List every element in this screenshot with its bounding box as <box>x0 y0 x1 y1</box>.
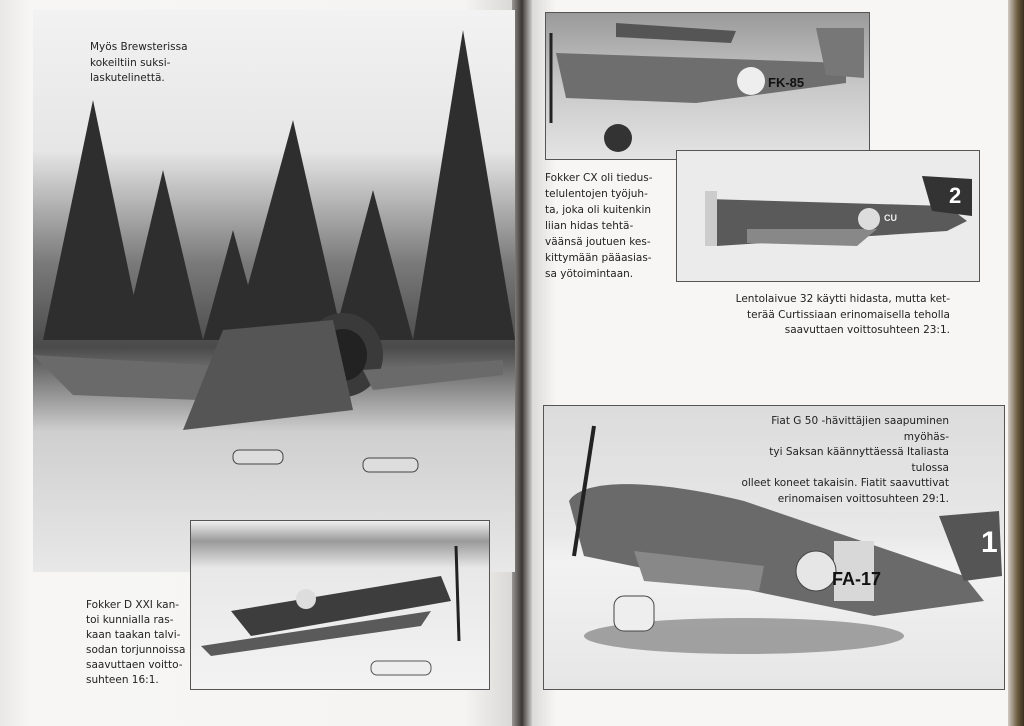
page-edge <box>1008 0 1024 726</box>
book-gutter <box>512 0 534 726</box>
fiat-g50-photo <box>543 405 1005 690</box>
curtiss-tail-number: 2 <box>949 183 962 208</box>
fiat-caption: Fiat G 50 -hävittäjien saapuminen myöhäs- tyi Saksan käännyttäessä Italiasta tulossa olleet koneet takaisin. Fiatit saavuttivat erinomaisen voittosuhteen 29:1. <box>741 415 949 505</box>
curtiss-code: CU <box>884 213 897 223</box>
curtiss-scene <box>677 151 980 282</box>
curtiss-caption: Lentolaivue 32 käytti hidasta, mutta ket- terää Curtissiaan erinomaisella teholla saavuttaen voittosuhteen 23:1. <box>735 293 950 336</box>
fiat-marking: FA-17 <box>832 569 882 589</box>
fokker-cx-scene <box>546 13 870 160</box>
brewster-caption: Myös Brewsterissa kokeiltiin suksi- laskutelinettä. <box>90 41 188 84</box>
fiat-tail-number: 1 <box>981 526 998 559</box>
brewster-photo <box>33 10 515 572</box>
fokker-cx-marking: FK-85 <box>768 75 805 90</box>
fokker-cx-photo <box>545 12 870 160</box>
fokker-dxxi-caption: Fokker D XXI kan- toi kunnialla ras- kaan taakan talvi- sodan torjunnoissa saavuttaen voitto- suhteen 16:1. <box>86 599 186 686</box>
fokker-dxxi-photo <box>190 520 490 690</box>
fokker-dxxi-scene <box>191 521 490 690</box>
brewster-scene <box>33 10 515 572</box>
fokker-cx-caption: Fokker CX oli tiedus- telulentojen työjuh- ta, joka oli kuitenkin liian hidas tehtä- väänsä joutuen kes- kittymään pääasias- sa yötoimintaan. <box>545 172 653 280</box>
curtiss-photo <box>676 150 980 282</box>
